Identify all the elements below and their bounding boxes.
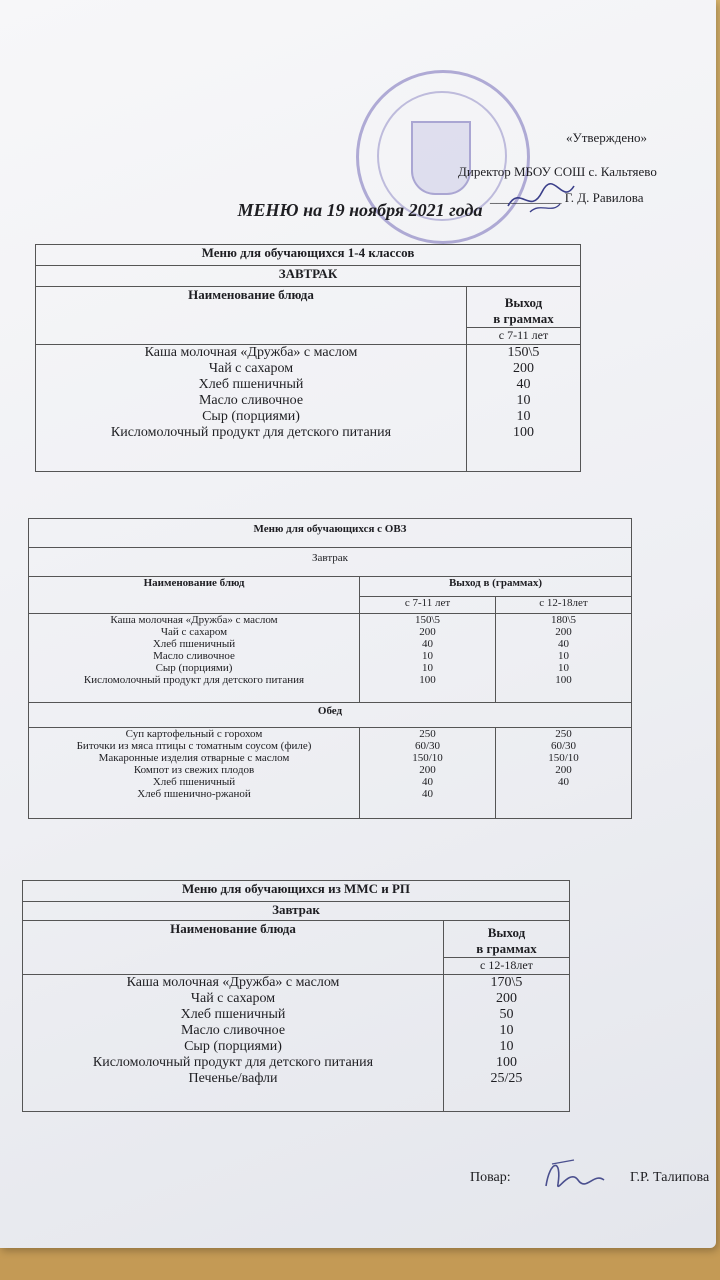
menu2-col-output: Выход в (граммах) (360, 577, 632, 597)
dish-weight: 250 (555, 728, 572, 740)
dish-name: Сыр (порциями) (184, 1039, 282, 1054)
dish-name: Хлеб пшеничный (198, 377, 304, 392)
menu1-dishes (36, 345, 467, 472)
dish-weight: 150/10 (548, 752, 579, 764)
menu1-age: с 7-11 лет (467, 328, 581, 345)
dish-name: Каша молочная «Дружба» с маслом (126, 975, 340, 990)
dish-weight: 10 (422, 650, 433, 662)
menu3-age: с 12-18лет (444, 958, 570, 975)
dish-weight: 60/30 (550, 740, 577, 752)
dish-weight: 100 (555, 674, 572, 686)
dish-weight: 10 (422, 662, 433, 674)
menu-table-ovz (28, 518, 632, 819)
dish-weight: 10 (558, 650, 569, 662)
dish-name: Суп картофельный с горохом (125, 728, 263, 740)
dish-weight: 100 (496, 1055, 517, 1070)
dish-name: Чай с сахаром (160, 626, 228, 638)
dish-name: Макаронные изделия отварные с маслом (98, 752, 290, 764)
menu1-col-name: Наименование блюда (36, 287, 467, 345)
menu2-meal: Завтрак (29, 548, 632, 577)
dish-weight: 10 (558, 662, 569, 674)
menu2-breakfast-7-11 (360, 614, 496, 703)
menu1-meal: ЗАВТРАК (36, 266, 581, 287)
dish-weight: 10 (499, 1023, 514, 1038)
dish-weight: 180\5 (550, 614, 577, 626)
menu2-header: Меню для обучающихся с ОВЗ (29, 519, 632, 548)
dish-weight: 200 (419, 764, 436, 776)
dish-name: Масло сливочное (153, 650, 235, 662)
dish-weight: 40 (558, 638, 569, 650)
dish-name: Чай с сахаром (190, 991, 276, 1006)
dish-weight: 200 (555, 764, 572, 776)
menu1-values (467, 345, 581, 472)
dish-weight: 150/10 (412, 752, 443, 764)
dish-name: Хлеб пшеничный (152, 776, 236, 788)
dish-weight: 25/25 (490, 1071, 523, 1086)
menu3-header: Меню для обучающихся из ММС и РП (23, 881, 570, 902)
menu1-col-output: Выход в граммах (467, 287, 581, 328)
cook-signature (540, 1150, 610, 1200)
approval-label: «Утверждено» (566, 130, 648, 145)
director-signature-line: ___________ Г. Д. Равилова (490, 190, 644, 205)
dish-name: Каша молочная «Дружба» с маслом (144, 345, 358, 360)
director-position: Директор МБОУ СОШ с. Кальтяево (458, 164, 657, 179)
dish-weight: 200 (419, 626, 436, 638)
dish-weight: 40 (422, 788, 433, 800)
menu2-lunch-7-11 (360, 728, 496, 819)
dish-name: Хлеб пшенично-ржаной (137, 788, 251, 800)
dish-name: Сыр (порциями) (202, 409, 300, 424)
dish-name: Кисломолочный продукт для детского питания (83, 674, 305, 686)
dish-name: Печенье/вафли (188, 1071, 278, 1086)
dish-weight: 100 (513, 425, 534, 440)
dish-weight: 40 (558, 776, 569, 788)
menu2-breakfast-12-18 (496, 614, 632, 703)
dish-name: Чай с сахаром (208, 361, 294, 376)
dish-weight: 50 (499, 1007, 514, 1022)
menu2-age-12-18: с 12-18лет (496, 596, 632, 613)
dish-weight: 200 (513, 361, 534, 376)
dish-weight: 200 (555, 626, 572, 638)
dish-name: Хлеб пшеничный (152, 638, 236, 650)
menu2-lunch-12-18 (496, 728, 632, 819)
crest-icon (411, 121, 471, 195)
page-title: МЕНЮ на 19 ноября 2021 года (237, 200, 483, 220)
menu1-header: Меню для обучающихся 1-4 классов (36, 245, 581, 266)
dish-name: Компот из свежих плодов (133, 764, 255, 776)
dish-weight: 40 (516, 377, 531, 392)
menu3-col-name: Наименование блюда (23, 921, 444, 975)
dish-name: Масло сливочное (180, 1023, 286, 1038)
dish-weight: 100 (419, 674, 436, 686)
cook-name: Г.Р. Талипова (630, 1170, 710, 1185)
dish-weight: 10 (499, 1039, 514, 1054)
dish-weight: 40 (422, 776, 433, 788)
dish-weight: 10 (516, 393, 531, 408)
dish-name: Кисломолочный продукт для детского питания (92, 1055, 374, 1070)
cook-label: Повар: (470, 1170, 511, 1185)
menu-table-1-4 (35, 244, 581, 472)
menu3-col-output: Выход в граммах (444, 921, 570, 958)
dish-name: Биточки из мяса птицы с томатным соусом (филе) (76, 740, 312, 752)
menu-table-mms (22, 880, 570, 1112)
menu2-breakfast-dishes (29, 614, 360, 703)
menu3-meal: Завтрак (23, 902, 570, 921)
dish-name: Хлеб пшеничный (180, 1007, 286, 1022)
dish-weight: 150\5 (507, 345, 540, 360)
dish-weight: 170\5 (490, 975, 523, 990)
dish-name: Масло сливочное (198, 393, 304, 408)
dish-name: Каша молочная «Дружба» с маслом (110, 614, 278, 626)
menu2-lunch-dishes (29, 728, 360, 819)
dish-weight: 40 (422, 638, 433, 650)
dish-weight: 250 (419, 728, 436, 740)
dish-weight: 60/30 (414, 740, 441, 752)
menu3-dishes (23, 975, 444, 1112)
dish-name: Сыр (порциями) (155, 662, 233, 674)
menu2-age-7-11: с 7-11 лет (360, 596, 496, 613)
dish-weight: 10 (516, 409, 531, 424)
menu2-col-name: Наименование блюд (29, 577, 360, 614)
dish-weight: 200 (496, 991, 517, 1006)
dish-weight: 150\5 (414, 614, 441, 626)
menu3-values (444, 975, 570, 1112)
dish-name: Кисломолочный продукт для детского питания (110, 425, 392, 440)
menu2-lunch-label: Обед (29, 703, 632, 728)
